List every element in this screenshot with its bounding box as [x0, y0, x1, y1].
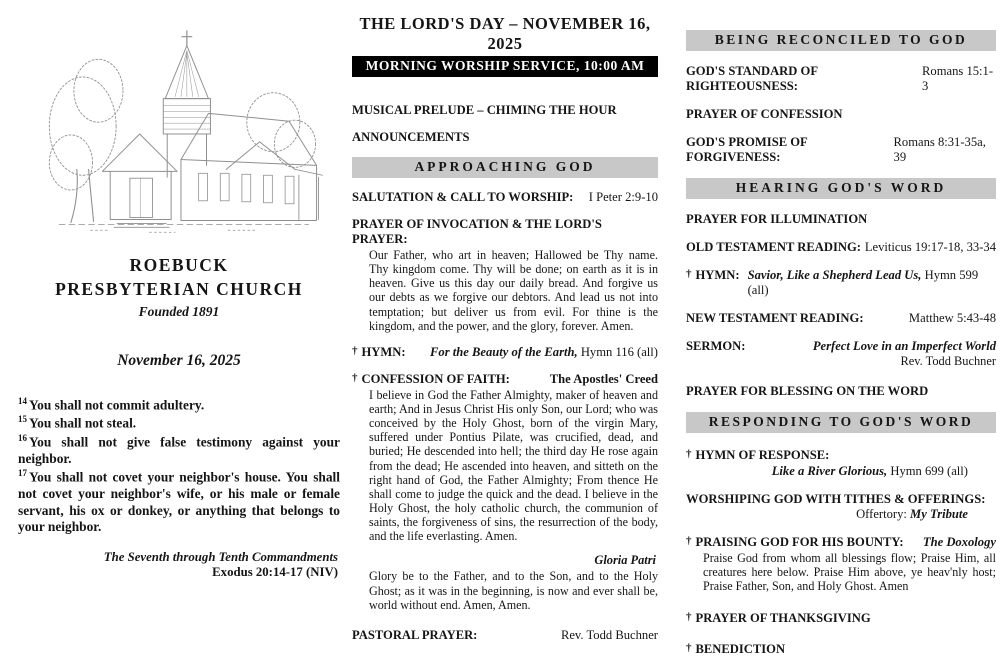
- verse-number: 16: [18, 432, 27, 443]
- left-panel: [14, 0, 344, 580]
- scripture-passage: [14, 396, 344, 536]
- invocation-label: PRAYER OF INVOCATION & THE LORD'S PRAYER:: [352, 217, 602, 246]
- sermon-preacher: Rev. Todd Buchner: [900, 354, 996, 368]
- verse-number: 14: [18, 396, 27, 407]
- section-responding: RESPONDING TO GOD'S WORD: [686, 412, 996, 433]
- announcements: ANNOUNCEMENTS: [352, 130, 470, 144]
- righteousness-label: GOD'S STANDARD OF RIGHTEOUSNESS:: [686, 64, 818, 93]
- verse-14: [18, 396, 340, 414]
- righteousness-ref: Romans 15:1-3: [922, 64, 994, 93]
- gloria-patri-text: Glory be to the Father, and to the Son, and to the Holy Ghost; as it was in the beginning, is now and ever shall be, world without end. Amen, Amen.: [369, 569, 658, 612]
- response-label: HYMN OF RESPONSE:: [695, 448, 830, 462]
- doxology-title: The Doxology: [922, 535, 996, 549]
- hymn-ref: Hymn 116 (all): [580, 344, 658, 359]
- doxology-text: Praise God from whom all blessings flow; Praise Him, all creatures here below. Praise Him above, ye heav'nly host; Praise Father, Son, and Holy Ghost. Amen: [703, 551, 996, 594]
- pastoral-prayer-by: Rev. Todd Buchner: [560, 627, 658, 642]
- center-panel: [352, 14, 658, 643]
- church-illustration: [31, 20, 327, 246]
- response-hymn-title: Like a River Glorious,: [771, 464, 888, 478]
- ot-reading-label: OLD TESTAMENT READING:: [686, 240, 861, 254]
- hymn-of-response-item: [686, 446, 996, 479]
- sermon-item: [686, 339, 996, 369]
- church-name-line2: PRESBYTERIAN CHURCH: [55, 278, 303, 299]
- tithes-offerings-item: [686, 492, 996, 522]
- nt-reading-label: NEW TESTAMENT READING:: [686, 311, 864, 325]
- verse-text: You shall not commit adultery.: [29, 397, 205, 413]
- musical-prelude: MUSICAL PRELUDE – CHIMING THE HOUR: [352, 103, 617, 117]
- dagger-symbol: †: [686, 448, 692, 460]
- service-banner: MORNING WORSHIP SERVICE, 10:00 AM: [352, 56, 658, 77]
- forgiveness-ref: Romans 8:31-35a, 39: [893, 135, 986, 164]
- verse-17: [18, 468, 340, 536]
- righteousness-item: [686, 64, 996, 94]
- tithes-label: WORSHIPING GOD WITH TITHES & OFFERINGS:: [686, 492, 986, 506]
- hymn-title: Savior, Like a Shepherd Lead Us,: [747, 268, 922, 282]
- invocation-item: [352, 217, 658, 333]
- old-testament-item: [686, 240, 996, 255]
- lords-prayer-text: Our Father, who art in heaven; Hallowed be Thy name. Thy kingdom come. Thy will be done; on earth as it is in heaven. Give us this day our daily bread. And forgive us our debts as we forgive our debtors. And lead us not into temptation; but deliver us from evil. For thine is the kingdom, and the power, and the glory, forever. Amen.: [369, 248, 658, 333]
- new-testament-item: [686, 311, 996, 326]
- founded-line: Founded 1891: [138, 304, 220, 320]
- verse-text: You shall not steal.: [29, 415, 137, 431]
- confession-of-faith-item: [352, 372, 658, 612]
- church-name-line1: ROEBUCK: [129, 255, 229, 275]
- offertory-title: My Tribute: [910, 507, 968, 521]
- right-panel: [686, 30, 996, 658]
- apostles-creed-text: I believe in God the Father Almighty, maker of heaven and earth; And in Jesus Christ His only Son, our Lord; who was conceived by the Holy Ghost, born of the virgin Mary, suffered under Pontius Pilate, was crucified, dead, and buried; He descended into hell; the third day He rose again from the dead; He ascended into heaven, and sitteth on the right hand of God, the Father Almighty; From thence He shall come to judge the quick and the dead. I believe in the Holy Ghost, the holy catholic church, the communion of saints, the forgiveness of sins, the resurrection of the body, and the life everlasting. Amen.: [369, 387, 658, 544]
- service-date: November 16, 2025: [117, 352, 241, 370]
- salutation-item: [352, 190, 658, 205]
- hymn-label: HYMN:: [695, 268, 740, 282]
- hymn-title: For the Beauty of the Earth,: [430, 344, 578, 359]
- sermon-title: Perfect Love in an Imperfect World: [812, 339, 996, 353]
- dagger-symbol: †: [686, 642, 692, 655]
- dagger-symbol: †: [686, 535, 692, 547]
- prayer-of-confession: PRAYER OF CONFESSION: [686, 107, 843, 121]
- scripture-reference: Exodus 20:14-17 (NIV): [212, 565, 338, 580]
- forgiveness-item: [686, 135, 996, 165]
- verse-15: [18, 414, 340, 432]
- verse-number: 17: [18, 467, 27, 478]
- verse-number: 15: [18, 414, 27, 425]
- forgiveness-label: GOD'S PROMISE OF FORGIVENESS:: [686, 135, 808, 164]
- prayer-for-illumination: PRAYER FOR ILLUMINATION: [686, 212, 868, 226]
- bulletin-title: THE LORD'S DAY – NOVEMBER 16, 2025: [359, 14, 651, 53]
- dagger-symbol: †: [352, 371, 358, 384]
- benediction-label: BENEDICTION: [695, 642, 786, 657]
- gloria-patri-title: Gloria Patri: [594, 553, 656, 568]
- dagger-symbol: †: [686, 268, 692, 280]
- offertory-label: Offertory:: [856, 507, 907, 521]
- pastoral-prayer-label: PASTORAL PRAYER:: [352, 627, 478, 642]
- confession-label: CONFESSION OF FAITH:: [361, 371, 510, 386]
- nt-reading-ref: Matthew 5:43-48: [908, 311, 996, 325]
- church-name: [14, 254, 344, 301]
- response-hymn-ref: Hymn 699 (all): [890, 464, 968, 478]
- confession-ref: The Apostles' Creed: [549, 371, 658, 386]
- dagger-symbol: †: [686, 611, 692, 624]
- section-approaching-god: APPROACHING GOD: [352, 157, 658, 178]
- hymn-item: [352, 345, 658, 360]
- dagger-symbol: †: [352, 344, 358, 357]
- section-being-reconciled: BEING RECONCILED TO GOD: [686, 30, 996, 51]
- thanksgiving-item: [686, 609, 996, 627]
- bounty-label: PRAISING GOD FOR HIS BOUNTY:: [695, 535, 904, 549]
- ot-reading-ref: Leviticus 19:17-18, 33-34: [864, 240, 996, 254]
- sermon-label: SERMON:: [686, 339, 746, 353]
- salutation-label: SALUTATION & CALL TO WORSHIP:: [352, 190, 574, 204]
- scripture-attribution: The Seventh through Tenth Commandments: [103, 550, 338, 565]
- pastoral-prayer-item: [352, 628, 658, 643]
- verse-text: You shall not covet your neighbor's house. You shall not covet your neighbor's wife, or his male or female servant, his ox or donkey, or anything that belongs to your neighbor.: [18, 469, 340, 535]
- section-hearing-gods-word: HEARING GOD'S WORD: [686, 178, 996, 199]
- verse-text: You shall not give false testimony against your neighbor.: [18, 434, 340, 466]
- verse-16: [18, 433, 340, 468]
- salutation-ref: I Peter 2:9-10: [588, 190, 658, 204]
- prayer-for-blessing: PRAYER FOR BLESSING ON THE WORD: [686, 384, 929, 398]
- benediction-item: [686, 640, 996, 658]
- hymn-ref: Hymn 599 (all): [747, 268, 979, 297]
- doxology-item: [686, 535, 996, 593]
- thanksgiving-label: PRAYER OF THANKSGIVING: [695, 611, 871, 626]
- hymn-item: [686, 268, 996, 298]
- hymn-label: HYMN:: [361, 344, 406, 359]
